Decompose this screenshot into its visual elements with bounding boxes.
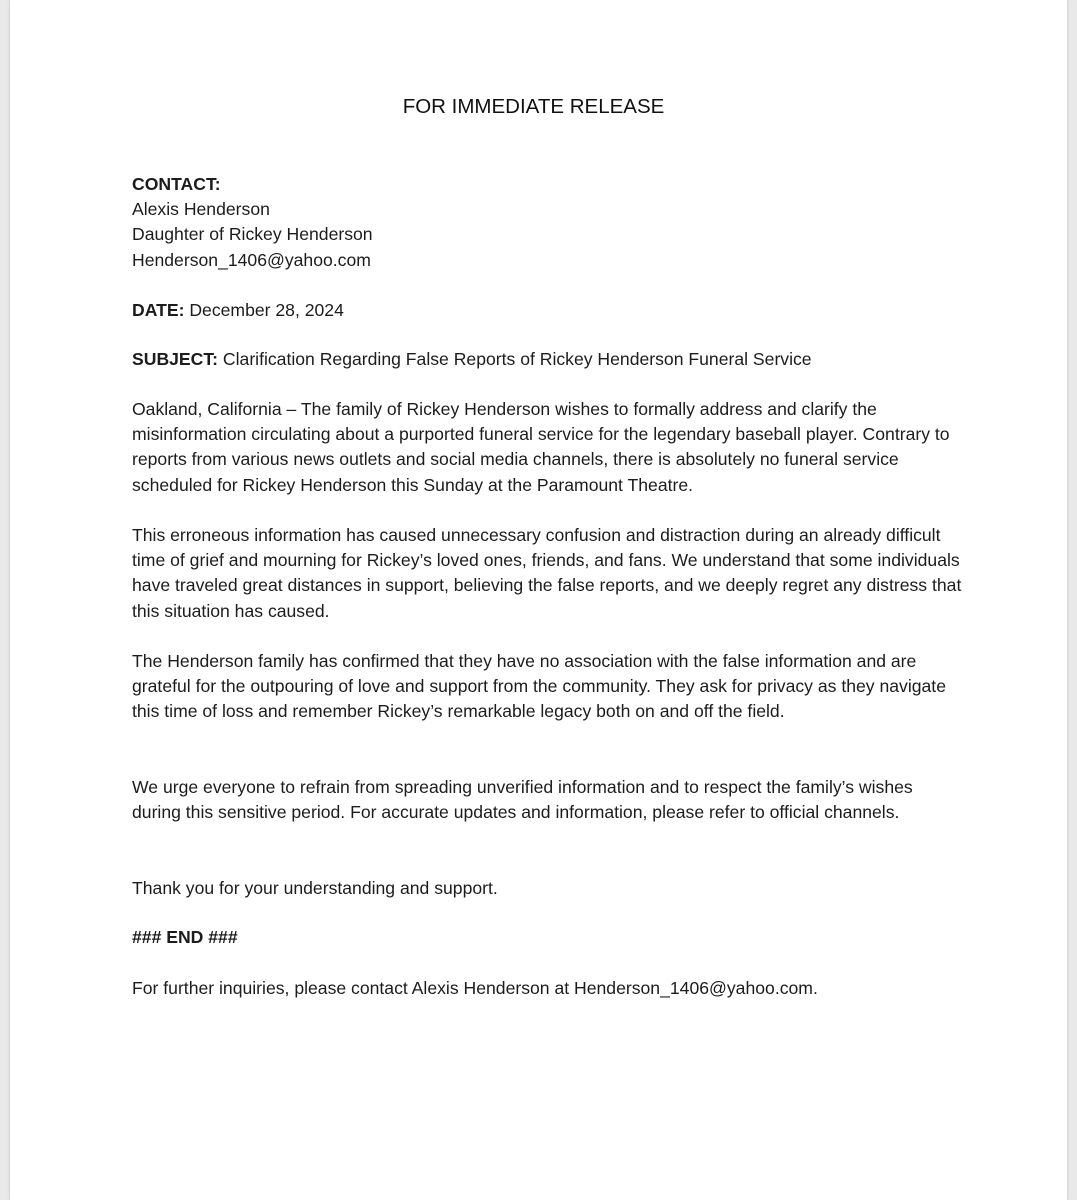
paragraph-3 bbox=[132, 649, 962, 725]
paragraph-text: This erroneous information has caused unnecessary confusion and distraction during an already difficult time of grief and mourning for Rickey’s loved ones, friends, and fans. We understand that some individuals have traveled great distances in support, believing the false reports, and we deeply regret any distress that this situation has caused. bbox=[132, 525, 962, 621]
paragraph-text: The Henderson family has confirmed that they have no association with the false information and are grateful for the outpouring of love and support from the community. They ask for privacy as they navigate this time of loss and remember Rickey’s remarkable legacy both on and off the field. bbox=[132, 651, 946, 722]
subject-label: SUBJECT: bbox=[132, 349, 219, 369]
paragraph-text: Thank you for your understanding and support. bbox=[132, 878, 498, 898]
document-title: FOR IMMEDIATE RELEASE bbox=[402, 95, 665, 118]
document-page bbox=[10, 0, 1067, 1200]
end-marker-text: ### END ### bbox=[132, 927, 238, 947]
date-value: December 28, 2024 bbox=[184, 300, 344, 320]
contact-name: Alexis Henderson bbox=[132, 199, 270, 220]
paragraph-1 bbox=[132, 397, 962, 498]
paragraph-text: We urge everyone to refrain from spreading unverified information and to respect the family’s wishes during this sensitive period. For accurate updates and information, please refer to official channels. bbox=[132, 777, 913, 823]
contact-role: Daughter of Rickey Henderson bbox=[132, 224, 373, 245]
paragraph-text: Oakland, California – The family of Rickey Henderson wishes to formally address and clarify the misinformation circulating about a purported funeral service for the legendary baseball player. Contrary to reports from various news outlets and social media channels, there is absolutely no funeral service scheduled for Rickey Henderson this Sunday at the Paramount Theatre. bbox=[132, 399, 950, 495]
contact-email: Henderson_1406@yahoo.com bbox=[132, 249, 371, 270]
paragraph-5 bbox=[132, 876, 962, 901]
end-marker bbox=[132, 925, 962, 950]
subject-line bbox=[132, 347, 962, 372]
subject-value: Clarification Regarding False Reports of Rickey Henderson Funeral Service bbox=[218, 349, 812, 369]
footer-note bbox=[132, 976, 962, 1001]
footer-text: For further inquiries, please contact Alexis Henderson at Henderson_1406@yahoo.com. bbox=[132, 978, 818, 998]
contact-block bbox=[132, 172, 962, 273]
date-label: DATE: bbox=[132, 300, 185, 320]
contact-label: CONTACT: bbox=[132, 174, 221, 194]
paragraph-2 bbox=[132, 523, 962, 624]
paragraph-4 bbox=[132, 775, 962, 825]
date-line bbox=[132, 298, 962, 323]
